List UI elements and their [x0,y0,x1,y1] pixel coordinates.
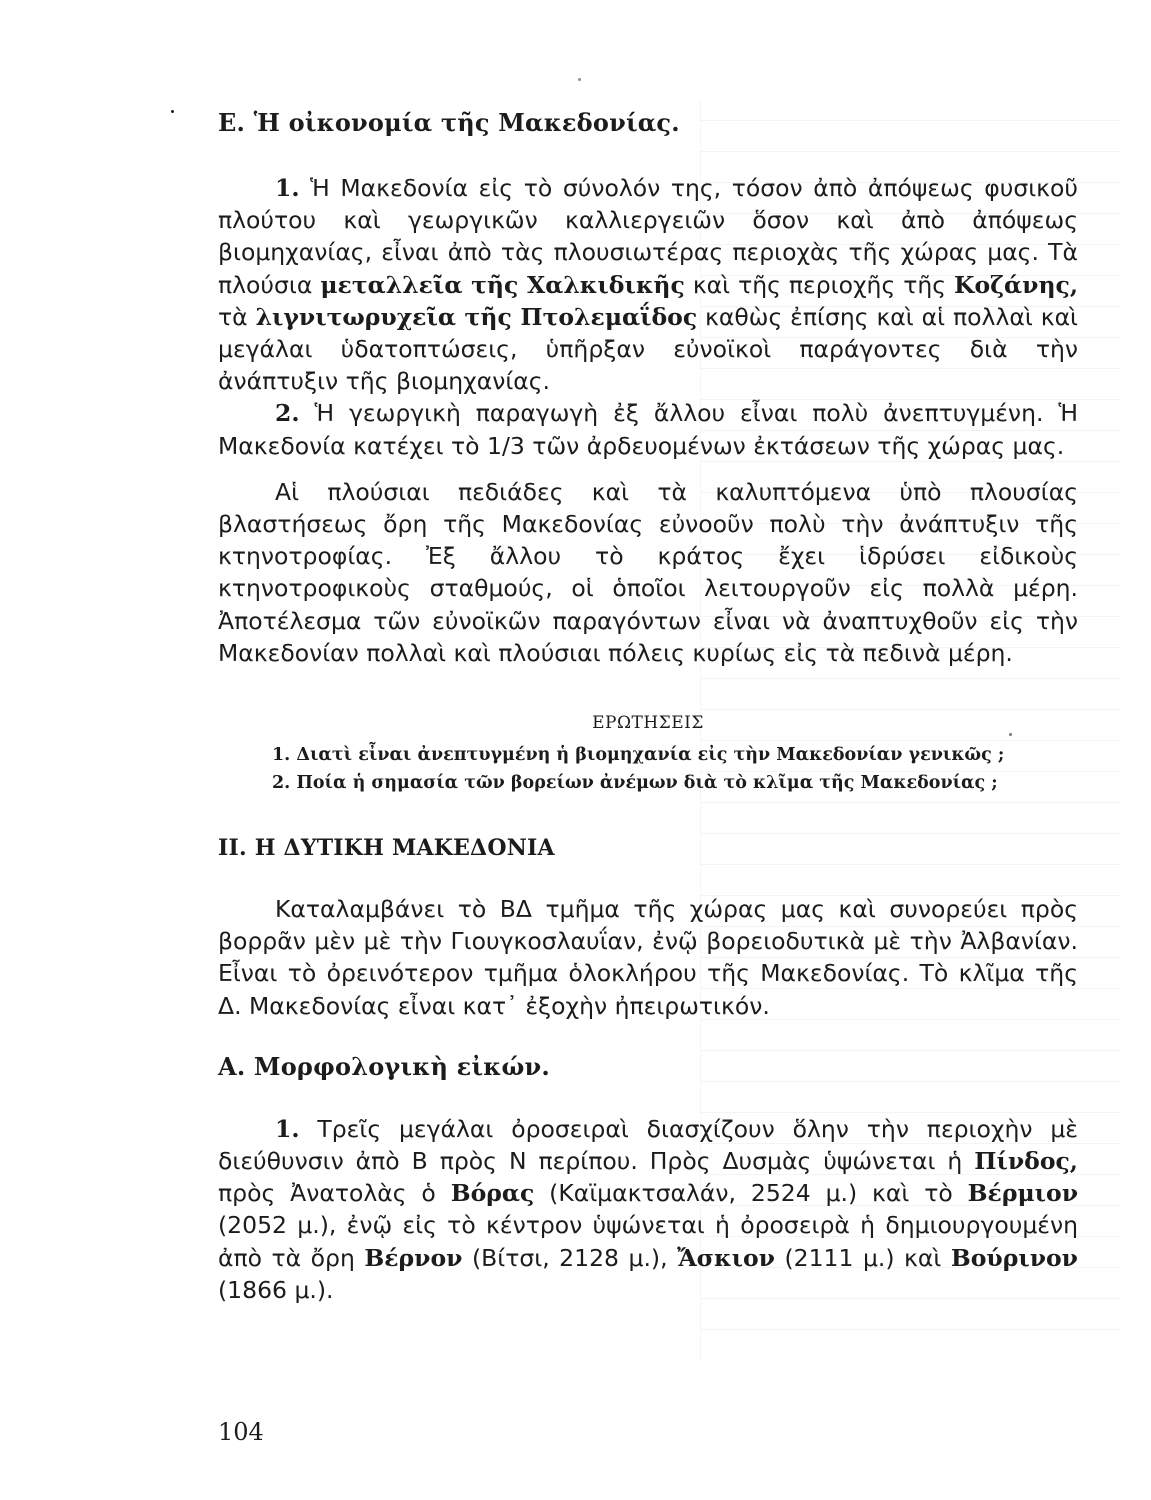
section-e-paragraph-3: Αἱ πλούσιαι πεδιάδες καὶ τὰ καλυπτόμενα ὑπὸ πλουσίας βλαστήσεως ὄρη τῆς Μακεδονίας εὐνοοῦν πολὺ τὴν ἀνάπτυξιν τῆς κτηνοτροφίας. Ἐξ ἄλλου τὸ κράτος ἔχει ἱδρύσει εἰδικοὺς κτηνοτροφικοὺς σταθμούς, οἱ ὁποῖοι λειτουργοῦν εἰς πολλὰ μέρη. Ἀποτέλεσμα τῶν εὐνοϊκῶν παραγόντων εἶναι νὰ ἀναπτυχθοῦν εἰς τὴν Μακεδονίαν πολλαὶ καὶ πλούσιαι πόλεις κυρίως εἰς τὰ πεδινὰ μέρη. [218,477,1078,667]
section-e-paragraph-2 [218,397,1078,461]
text-run: Ἡ Μακεδονία εἰς τὸ σύνολόν της, τόσον ἀπὸ ἀπόψεως φυσικοῦ πλούτου καὶ γεωργικῶν καλλιεργειῶν ὅσον καὶ ἀπὸ ἀπόψεως βιομηχανίας, εἶναι ἀπὸ τὰς πλουσιωτέρας περιοχὰς τῆς χώρας μας. Τὰ πλούσια [218,174,1078,299]
section-e-heading: Ε. Ἡ οἰκονομία τῆς Μακεδονίας. [218,108,680,137]
bold-term: Ἄσκιον [677,1243,775,1272]
questions-title: ΕΡΩΤΗΣΕΙΣ [592,713,704,734]
text-run: (Βίτσι, 2128 μ.), [462,1243,678,1272]
text-run: (Καϊμακτσαλάν, 2524 μ.) καὶ τὸ [534,1179,968,1208]
bold-term: Πίνδος, [974,1147,1078,1176]
bold-term: μεταλλεῖα τῆς Χαλκιδικῆς [320,270,685,299]
section-ii-heading: ΙΙ. Η ΔΥΤΙΚΗ ΜΑΚΕΔΟΝΙΑ [218,835,555,862]
section-a-heading: Α. Μορφολογικὴ εἰκών. [218,1051,550,1081]
bold-term: λιγνιτωρυχεῖα τῆς Πτολεμαΐδος [255,302,698,331]
section-e-paragraph-1 [218,172,1078,397]
section-ii-paragraph: Καταλαμβάνει τὸ ΒΔ τμῆμα τῆς χώρας μας καὶ συνορεύει πρὸς βορρᾶν μὲν μὲ τὴν Γιουγκοσλαυΐαν, ἐνῷ βορειοδυτικὰ μὲ τὴν Ἀλβανίαν. Εἶναι τὸ ὀρεινότερον τμῆμα ὁλοκλήρου τῆς Μακεδονίας. Τὸ κλῖμα τῆς Δ. Μακεδονίας εἶναι κατ᾽ ἐξοχὴν ἠπειρωτικόν. [218,895,1078,1020]
text-run: (2052 μ.), ἐνῷ εἰς τὸ κέντρον ὑψώνεται ἡ ὀροσειρὰ ἡ δημιουργουμένη ἀπὸ τὰ ὄρη [218,1211,1078,1272]
question-item: 2. Ποία ἡ σημασία τῶν βορείων ἀνέμων διὰ τὸ κλῖμα τῆς Μακεδονίας ; [272,773,998,794]
text-run: (1866 μ.). [218,1275,334,1304]
text-run: Τρεῖς μεγάλαι ὀροσειραὶ διασχίζουν ὅλην τὴν περιοχὴν μὲ διεύθυνσιν ἀπὸ Β πρὸς Ν περίπου. Πρὸς Δυσμὰς ὑψώνεται ἡ [218,1114,1078,1176]
bold-term: Βέρμιον [967,1179,1079,1208]
text-run: Ἡ γεωργικὴ παραγωγὴ ἐξ ἄλλου εἶναι πολὺ ἀνεπτυγμένη. Ἡ Μακεδονία κατέχει τὸ 1/3 τῶν ἀρδευομένων ἐκτάσεων τῆς χώρας μας. [218,399,1078,460]
paragraph-number: 1. [275,174,300,202]
page-body [218,108,1078,1306]
text-run: πρὸς Ἀνατολὰς ὁ [218,1179,451,1208]
section-a-paragraph-1 [218,1113,1078,1306]
paragraph-number: 1. [275,1114,300,1143]
speck [171,110,174,113]
text-run: καὶ τῆς περιοχῆς τῆς [684,270,955,299]
bold-term: Βούρινον [950,1243,1078,1272]
text-run: τὰ [218,302,256,331]
bold-term: Βέρνον [364,1243,463,1272]
speck [578,78,581,81]
question-item: 1. Διατὶ εἶναι ἀνεπτυγμένη ἡ βιομηχανία εἰς τὴν Μακεδονίαν γενικῶς ; [272,745,1005,766]
bold-term: Βόρας [450,1179,535,1208]
bold-term: Κοζάνης, [954,270,1079,299]
text-run: (2111 μ.) καὶ [774,1243,951,1272]
text-run: καθὼς ἐπίσης καὶ αἱ πολλαὶ καὶ μεγάλαι ὑδατοπτώσεις, ὑπῆρξαν εὐνοϊκοὶ παράγοντες διὰ τὴν ἀνάπτυξιν τῆς βιομηχανίας. [218,302,1079,396]
page-number: 104 [218,1418,264,1446]
paragraph-number: 2. [275,399,300,428]
